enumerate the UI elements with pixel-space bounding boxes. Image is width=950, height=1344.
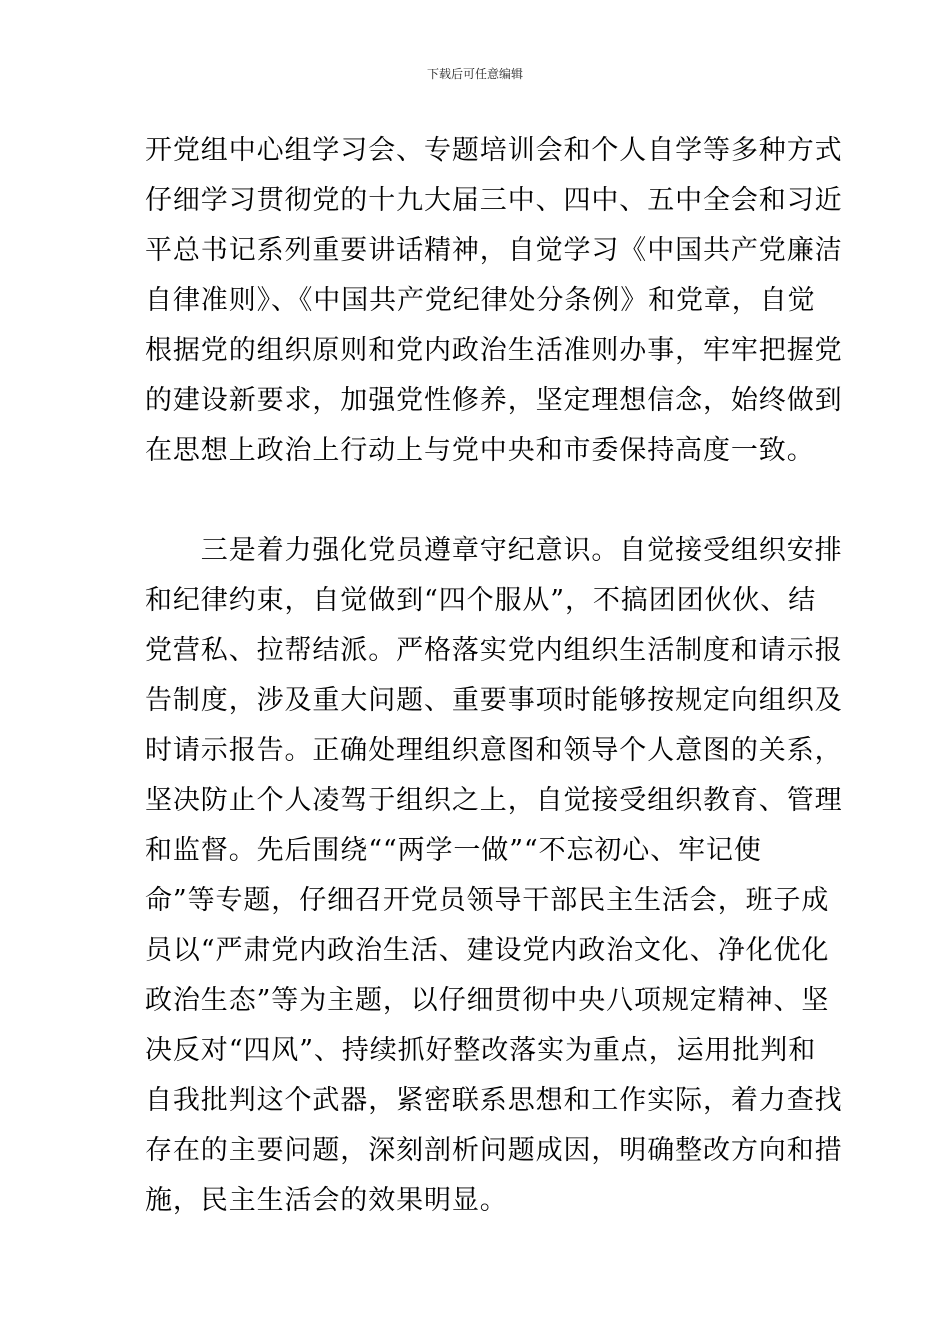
paragraph-line: 的建设新要求，加强党性修养，坚定理想信念，始终做到 [145,385,843,416]
paragraph-line: 三是着力强化党员遵章守纪意识。自觉接受组织安排 [145,535,843,566]
paragraph-line: 自我批判这个武器，紧密联系思想和工作实际，着力查找 [145,1085,843,1116]
paragraph-line: 党营私、拉帮结派。严格落实党内组织生活制度和请示报 [145,635,843,666]
paragraph-line: 平总书记系列重要讲话精神，自觉学习《中国共产党廉洁 [145,235,843,266]
paragraph-line: 和监督。先后围绕““两学一做”“不忘初心、牢记使 [145,835,762,866]
paragraph-line: 政治生态”等为主题，以仔细贯彻中央八项规定精神、坚 [145,985,830,1016]
paragraph-line: 存在的主要问题，深刻剖析问题成因，明确整改方向和措 [145,1135,843,1166]
paragraph-line: 根据党的组织原则和党内政治生活准则办事，牢牢把握党 [145,335,843,366]
paragraph-line: 命”等专题，仔细召开党员领导干部民主生活会，班子成 [145,885,830,916]
paragraph-line: 自律准则》、《中国共产党纪律处分条例》和党章，自觉 [145,285,816,316]
body-paragraph [145,526,843,1226]
body-paragraph [145,126,843,476]
paragraph-line: 开党组中心组学习会、专题培训会和个人自学等多种方式 [145,135,843,166]
paragraph-line: 仔细学习贯彻党的十九大届三中、四中、五中全会和习近 [145,185,843,216]
paragraph-line: 时请示报告。正确处理组织意图和领导个人意图的关系， [145,735,843,766]
paragraph-line: 决反对“四风”、持续抓好整改落实为重点，运用批判和 [145,1035,817,1066]
paragraph-line: 坚决防止个人凌驾于组织之上，自觉接受组织教育、管理 [145,785,843,816]
paragraph-line: 员以“严肃党内政治生活、建设党内政治文化、净化优化 [145,935,830,966]
paragraph-line: 施，民主生活会的效果明显。 [145,1185,508,1216]
paragraph-line: 在思想上政治上行动上与党中央和市委保持高度一致。 [145,435,815,466]
paragraph-line: 告制度，涉及重大问题、重要事项时能够按规定向组织及 [145,685,843,716]
page-header-note: 下载后可任意编辑 [426,67,523,81]
paragraph-line: 和纪律约束，自觉做到“四个服从”，不搞团团伙伙、结 [145,585,817,616]
